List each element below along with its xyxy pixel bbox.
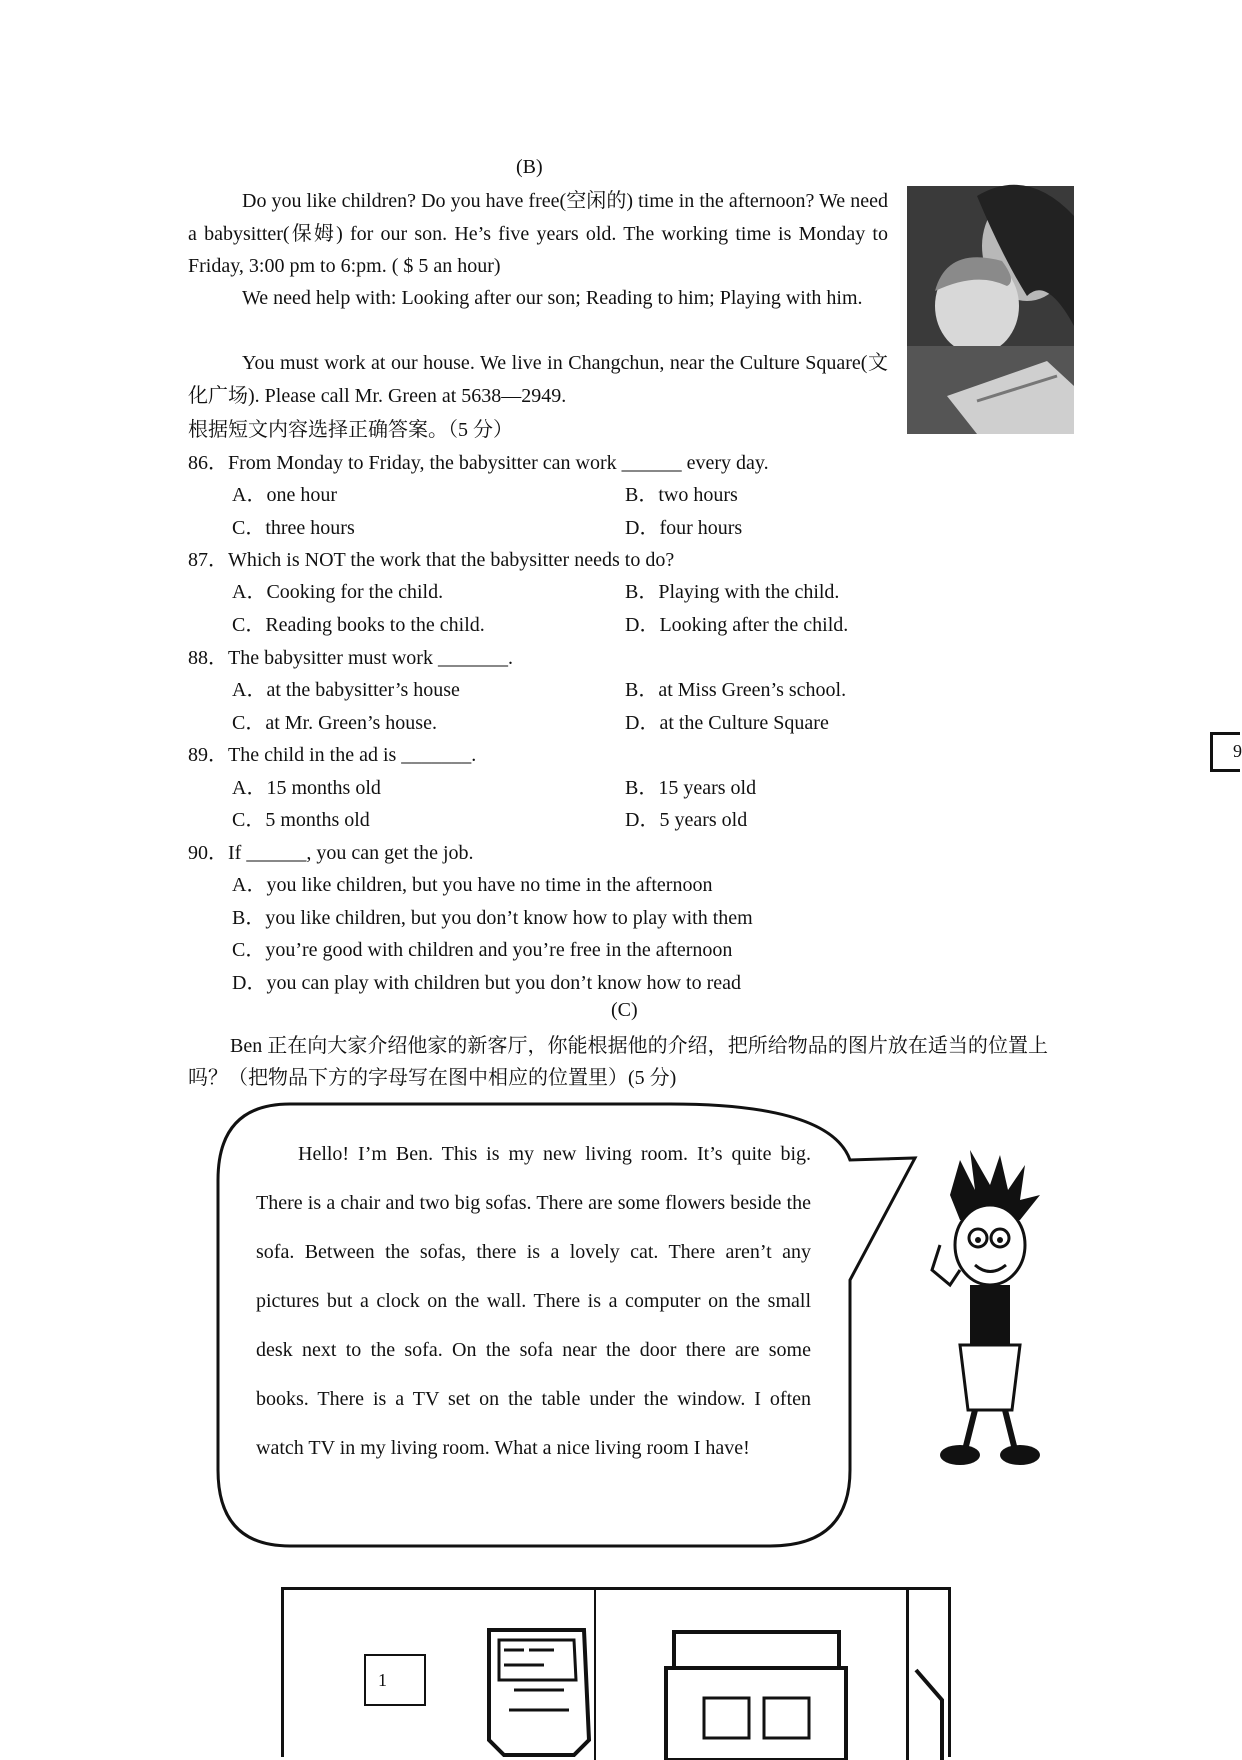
- question-89: 89．The child in the ad is _______.: [188, 744, 477, 766]
- q86-option-c[interactable]: C．three hours: [232, 517, 355, 539]
- q88-option-a[interactable]: A．at the babysitter’s house: [232, 679, 460, 701]
- section-c-heading: (C): [611, 999, 638, 1021]
- question-86: 86．From Monday to Friday, the babysitter can work ______ every day.: [188, 452, 769, 474]
- q86-option-a[interactable]: A．one hour: [232, 484, 337, 506]
- q88-option-b[interactable]: B．at Miss Green’s school.: [625, 679, 847, 701]
- q88-option-c[interactable]: C．at Mr. Green’s house.: [232, 712, 437, 734]
- page-edge-number: 9: [1233, 741, 1242, 761]
- q88-option-d[interactable]: D．at the Culture Square: [625, 712, 829, 734]
- paragraph-3: You must work at our house. We live in Changchun, near the Culture Square(文化广场). Please call Mr. Green at 5638—2949.: [188, 352, 888, 407]
- q86-option-d[interactable]: D．four hours: [625, 517, 743, 539]
- section-b-instruction: 根据短文内容选择正确答案。（5 分）: [188, 419, 513, 441]
- q90-option-b[interactable]: B．you like children, but you don’t know how to play with them: [232, 907, 753, 929]
- plan-box-1-label: 1: [378, 1670, 387, 1690]
- q86-option-b[interactable]: B．two hours: [625, 484, 738, 506]
- paragraph-1: Do you like children? Do you have free(空闲的) time in the afternoon? We need a babysitter(保姆) for our son. He’s five years old. The working time is Monday to Friday, 3:00 pm to 6:pm. ( $ 5 an hour): [188, 190, 888, 277]
- sofa-drawing: [664, 1628, 849, 1760]
- plan-door-wall: [906, 1590, 909, 1760]
- q89-option-c[interactable]: C．5 months old: [232, 809, 370, 831]
- mother-and-child-photo: [907, 186, 1074, 434]
- plan-divider: [594, 1590, 596, 1760]
- section-b-heading: (B): [516, 156, 543, 178]
- q87-option-c[interactable]: C．Reading books to the child.: [232, 614, 485, 636]
- question-88: 88．The babysitter must work _______.: [188, 647, 513, 669]
- door-drawing: [912, 1660, 948, 1760]
- q87-option-d[interactable]: D．Looking after the child.: [625, 614, 849, 636]
- photo-illustration: [907, 186, 1074, 434]
- question-90: 90．If ______, you can get the job.: [188, 842, 474, 864]
- q87-option-b[interactable]: B．Playing with the child.: [625, 581, 840, 603]
- armchair-drawing: [484, 1620, 594, 1760]
- paragraph-2: We need help with: Looking after our son; Reading to him; Playing with him.: [242, 287, 863, 309]
- q90-option-c[interactable]: C．you’re good with children and you’re free in the afternoon: [232, 939, 733, 961]
- q90-option-a[interactable]: A．you like children, but you have no time in the afternoon: [232, 874, 713, 896]
- question-87: 87．Which is NOT the work that the babysitter needs to do?: [188, 549, 675, 571]
- ben-speech-text: Hello! I’m Ben. This is my new living room. It’s quite big. There is a chair and two big sofas. There are some flowers beside the sofa. Between the sofas, there is a lovely cat. There aren’t any pictures but a clock on the wall. There is a computer on the small desk next to the sofa. On the sofa near the door there are some books. There is a TV set on the table under the window. I often watch TV in my living room. What a nice living room I have!: [256, 1143, 811, 1459]
- living-room-plan: [281, 1587, 951, 1757]
- plan-box-1[interactable]: [364, 1654, 426, 1706]
- q90-option-d[interactable]: D．you can play with children but you don’t know how to read: [232, 972, 741, 994]
- ben-cartoon: [920, 1150, 1060, 1485]
- section-c-instruction: Ben 正在向大家介绍他家的新客厅，你能根据他的介绍，把所给物品的图片放在适当的位置上吗？（把物品下方的字母写在图中相应的位置里）(5 分): [188, 1035, 1048, 1089]
- q89-option-d[interactable]: D．5 years old: [625, 809, 748, 831]
- q89-option-b[interactable]: B．15 years old: [625, 777, 757, 799]
- q87-option-a[interactable]: A．Cooking for the child.: [232, 581, 444, 603]
- q89-option-a[interactable]: A．15 months old: [232, 777, 381, 799]
- page-edge-mark: [1210, 732, 1240, 772]
